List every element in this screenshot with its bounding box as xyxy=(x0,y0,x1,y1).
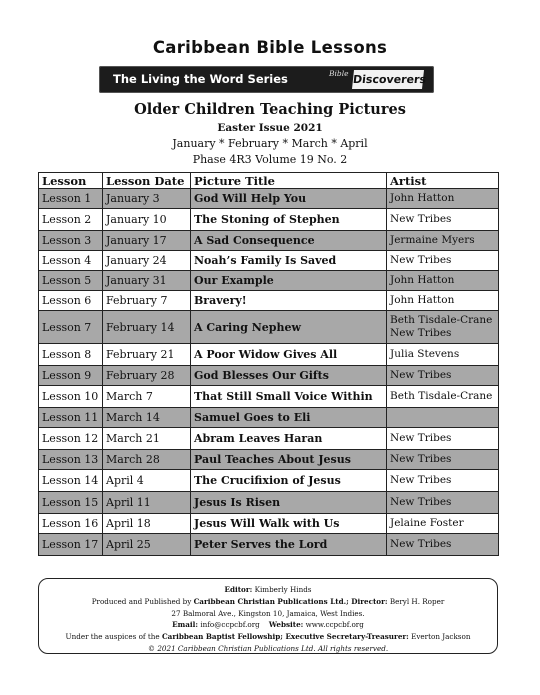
artist-cell: Beth Tisdale-Crane New Tribes xyxy=(387,311,499,344)
banner-bible-text: Bible xyxy=(329,69,349,78)
lesson-cell: Lesson 2 xyxy=(39,209,103,231)
lesson-cell: Lesson 6 xyxy=(39,291,103,311)
date-cell: March 14 xyxy=(103,408,191,428)
banner-series-text: The Living the Word Series xyxy=(113,72,288,86)
artist-cell: Jermaine Myers xyxy=(387,231,499,251)
footer-editor-line: Editor: Kimberly Hinds xyxy=(224,585,312,594)
date-cell: February 14 xyxy=(103,311,191,344)
table-row xyxy=(39,291,499,311)
artist-cell: New Tribes xyxy=(387,209,499,231)
artist-cell: New Tribes xyxy=(387,534,499,556)
artist-cell: New Tribes xyxy=(387,470,499,492)
table-row xyxy=(39,209,499,231)
date-cell: January 3 xyxy=(103,189,191,209)
picture-title-cell: That Still Small Voice Within xyxy=(191,386,387,408)
lesson-cell: Lesson 3 xyxy=(39,231,103,251)
series-banner xyxy=(99,66,434,93)
footer-auspices-line: Under the auspices of the Caribbean Baptist Fellowship; Executive Secretary-Treasurer: Everton Jackson xyxy=(65,632,471,642)
footer-publisher-line: Produced and Published by Caribbean Christian Publications Ltd.; Director: Beryl H. Roper xyxy=(91,596,445,606)
header-lesson: Lesson xyxy=(39,173,103,189)
picture-title-cell: Abram Leaves Haran xyxy=(191,428,387,450)
date-cell: February 7 xyxy=(103,291,191,311)
lesson-cell: Lesson 14 xyxy=(39,470,103,492)
artist-cell: New Tribes xyxy=(387,450,499,470)
artist-cell: Julia Stevens xyxy=(387,344,499,366)
artist-cell: New Tribes xyxy=(387,251,499,271)
header-artist: Artist xyxy=(387,173,499,189)
picture-title-cell: Noah’s Family Is Saved xyxy=(191,251,387,271)
date-cell: February 21 xyxy=(103,344,191,366)
artist-cell: Jelaine Foster xyxy=(387,514,499,534)
issue-label: Easter Issue 2021 xyxy=(217,122,323,134)
picture-title-cell: The Stoning of Stephen xyxy=(191,209,387,231)
picture-title-cell: Paul Teaches About Jesus xyxy=(191,450,387,470)
lesson-cell: Lesson 15 xyxy=(39,492,103,514)
date-cell: January 31 xyxy=(103,271,191,291)
table-row xyxy=(39,271,499,291)
picture-title-cell: A Caring Nephew xyxy=(191,311,387,344)
lesson-cell: Lesson 11 xyxy=(39,408,103,428)
lesson-cell: Lesson 1 xyxy=(39,189,103,209)
table-row xyxy=(39,366,499,386)
table-row xyxy=(39,231,499,251)
artist-cell: John Hatton xyxy=(387,189,499,209)
date-cell: February 28 xyxy=(103,366,191,386)
artist-cell: New Tribes xyxy=(387,366,499,386)
lesson-cell: Lesson 9 xyxy=(39,366,103,386)
lesson-cell: Lesson 12 xyxy=(39,428,103,450)
picture-title-cell: A Sad Consequence xyxy=(191,231,387,251)
date-cell: April 25 xyxy=(103,534,191,556)
picture-title-cell: God Will Help You xyxy=(191,189,387,209)
picture-title-cell: Jesus Will Walk with Us xyxy=(191,514,387,534)
date-cell: March 21 xyxy=(103,428,191,450)
table-row xyxy=(39,189,499,209)
lessons-table xyxy=(38,172,499,556)
months-line: January * February * March * April xyxy=(172,137,368,150)
picture-title-cell: The Crucifixion of Jesus xyxy=(191,470,387,492)
header-lesson-date: Lesson Date xyxy=(103,173,191,189)
date-cell: April 18 xyxy=(103,514,191,534)
artist-cell: New Tribes xyxy=(387,492,499,514)
picture-title-cell: A Poor Widow Gives All xyxy=(191,344,387,366)
lesson-cell: Lesson 5 xyxy=(39,271,103,291)
date-cell: January 24 xyxy=(103,251,191,271)
picture-title-cell: Jesus Is Risen xyxy=(191,492,387,514)
lesson-cell: Lesson 13 xyxy=(39,450,103,470)
footer-copyright: © 2021 Caribbean Christian Publications Ltd. All rights reserved. xyxy=(147,643,389,653)
artist-cell: John Hatton xyxy=(387,271,499,291)
footer-website: www.ccpcbf.org xyxy=(305,620,364,630)
lesson-cell: Lesson 7 xyxy=(39,311,103,344)
lesson-cell: Lesson 16 xyxy=(39,514,103,534)
table-row xyxy=(39,470,499,492)
date-cell: March 7 xyxy=(103,386,191,408)
date-cell: March 28 xyxy=(103,450,191,470)
publication-footer xyxy=(38,578,498,654)
artist-cell: New Tribes xyxy=(387,428,499,450)
table-row xyxy=(39,428,499,450)
lesson-cell: Lesson 4 xyxy=(39,251,103,271)
date-cell: April 11 xyxy=(103,492,191,514)
table-row xyxy=(39,514,499,534)
lesson-cell: Lesson 10 xyxy=(39,386,103,408)
table-row xyxy=(39,492,499,514)
date-cell: January 10 xyxy=(103,209,191,231)
page-title: Caribbean Bible Lessons xyxy=(152,38,388,57)
table-header-row xyxy=(39,173,499,189)
artist-cell: John Hatton xyxy=(387,291,499,311)
date-cell: April 4 xyxy=(103,470,191,492)
lessons-table-body xyxy=(39,189,499,556)
picture-title-cell: God Blesses Our Gifts xyxy=(191,366,387,386)
table-row xyxy=(39,344,499,366)
picture-title-cell: Samuel Goes to Eli xyxy=(191,408,387,428)
header-picture-title: Picture Title xyxy=(191,173,387,189)
table-row xyxy=(39,534,499,556)
table-row xyxy=(39,386,499,408)
footer-email: info@ccpcbf.org xyxy=(200,620,260,630)
table-row xyxy=(39,408,499,428)
picture-title-cell: Bravery! xyxy=(191,291,387,311)
footer-address-line: 27 Balmoral Ave., Kingston 10, Jamaica, West Indies. xyxy=(171,608,365,618)
picture-title-cell: Peter Serves the Lord xyxy=(191,534,387,556)
table-row xyxy=(39,251,499,271)
picture-title-cell: Our Example xyxy=(191,271,387,291)
date-cell: January 17 xyxy=(103,231,191,251)
banner-discoverers-logo: Discoverers xyxy=(352,70,424,89)
table-row xyxy=(39,450,499,470)
table-row xyxy=(39,311,499,344)
artist-cell: Beth Tisdale-Crane xyxy=(387,386,499,408)
lesson-cell: Lesson 8 xyxy=(39,344,103,366)
lesson-cell: Lesson 17 xyxy=(39,534,103,556)
footer-contact-line: Email: info@ccpcbf.org Website: www.ccpcbf.org xyxy=(172,620,364,630)
phase-line: Phase 4R3 Volume 19 No. 2 xyxy=(192,153,348,166)
document-subtitle: Older Children Teaching Pictures xyxy=(134,101,406,118)
artist-cell xyxy=(387,408,499,428)
